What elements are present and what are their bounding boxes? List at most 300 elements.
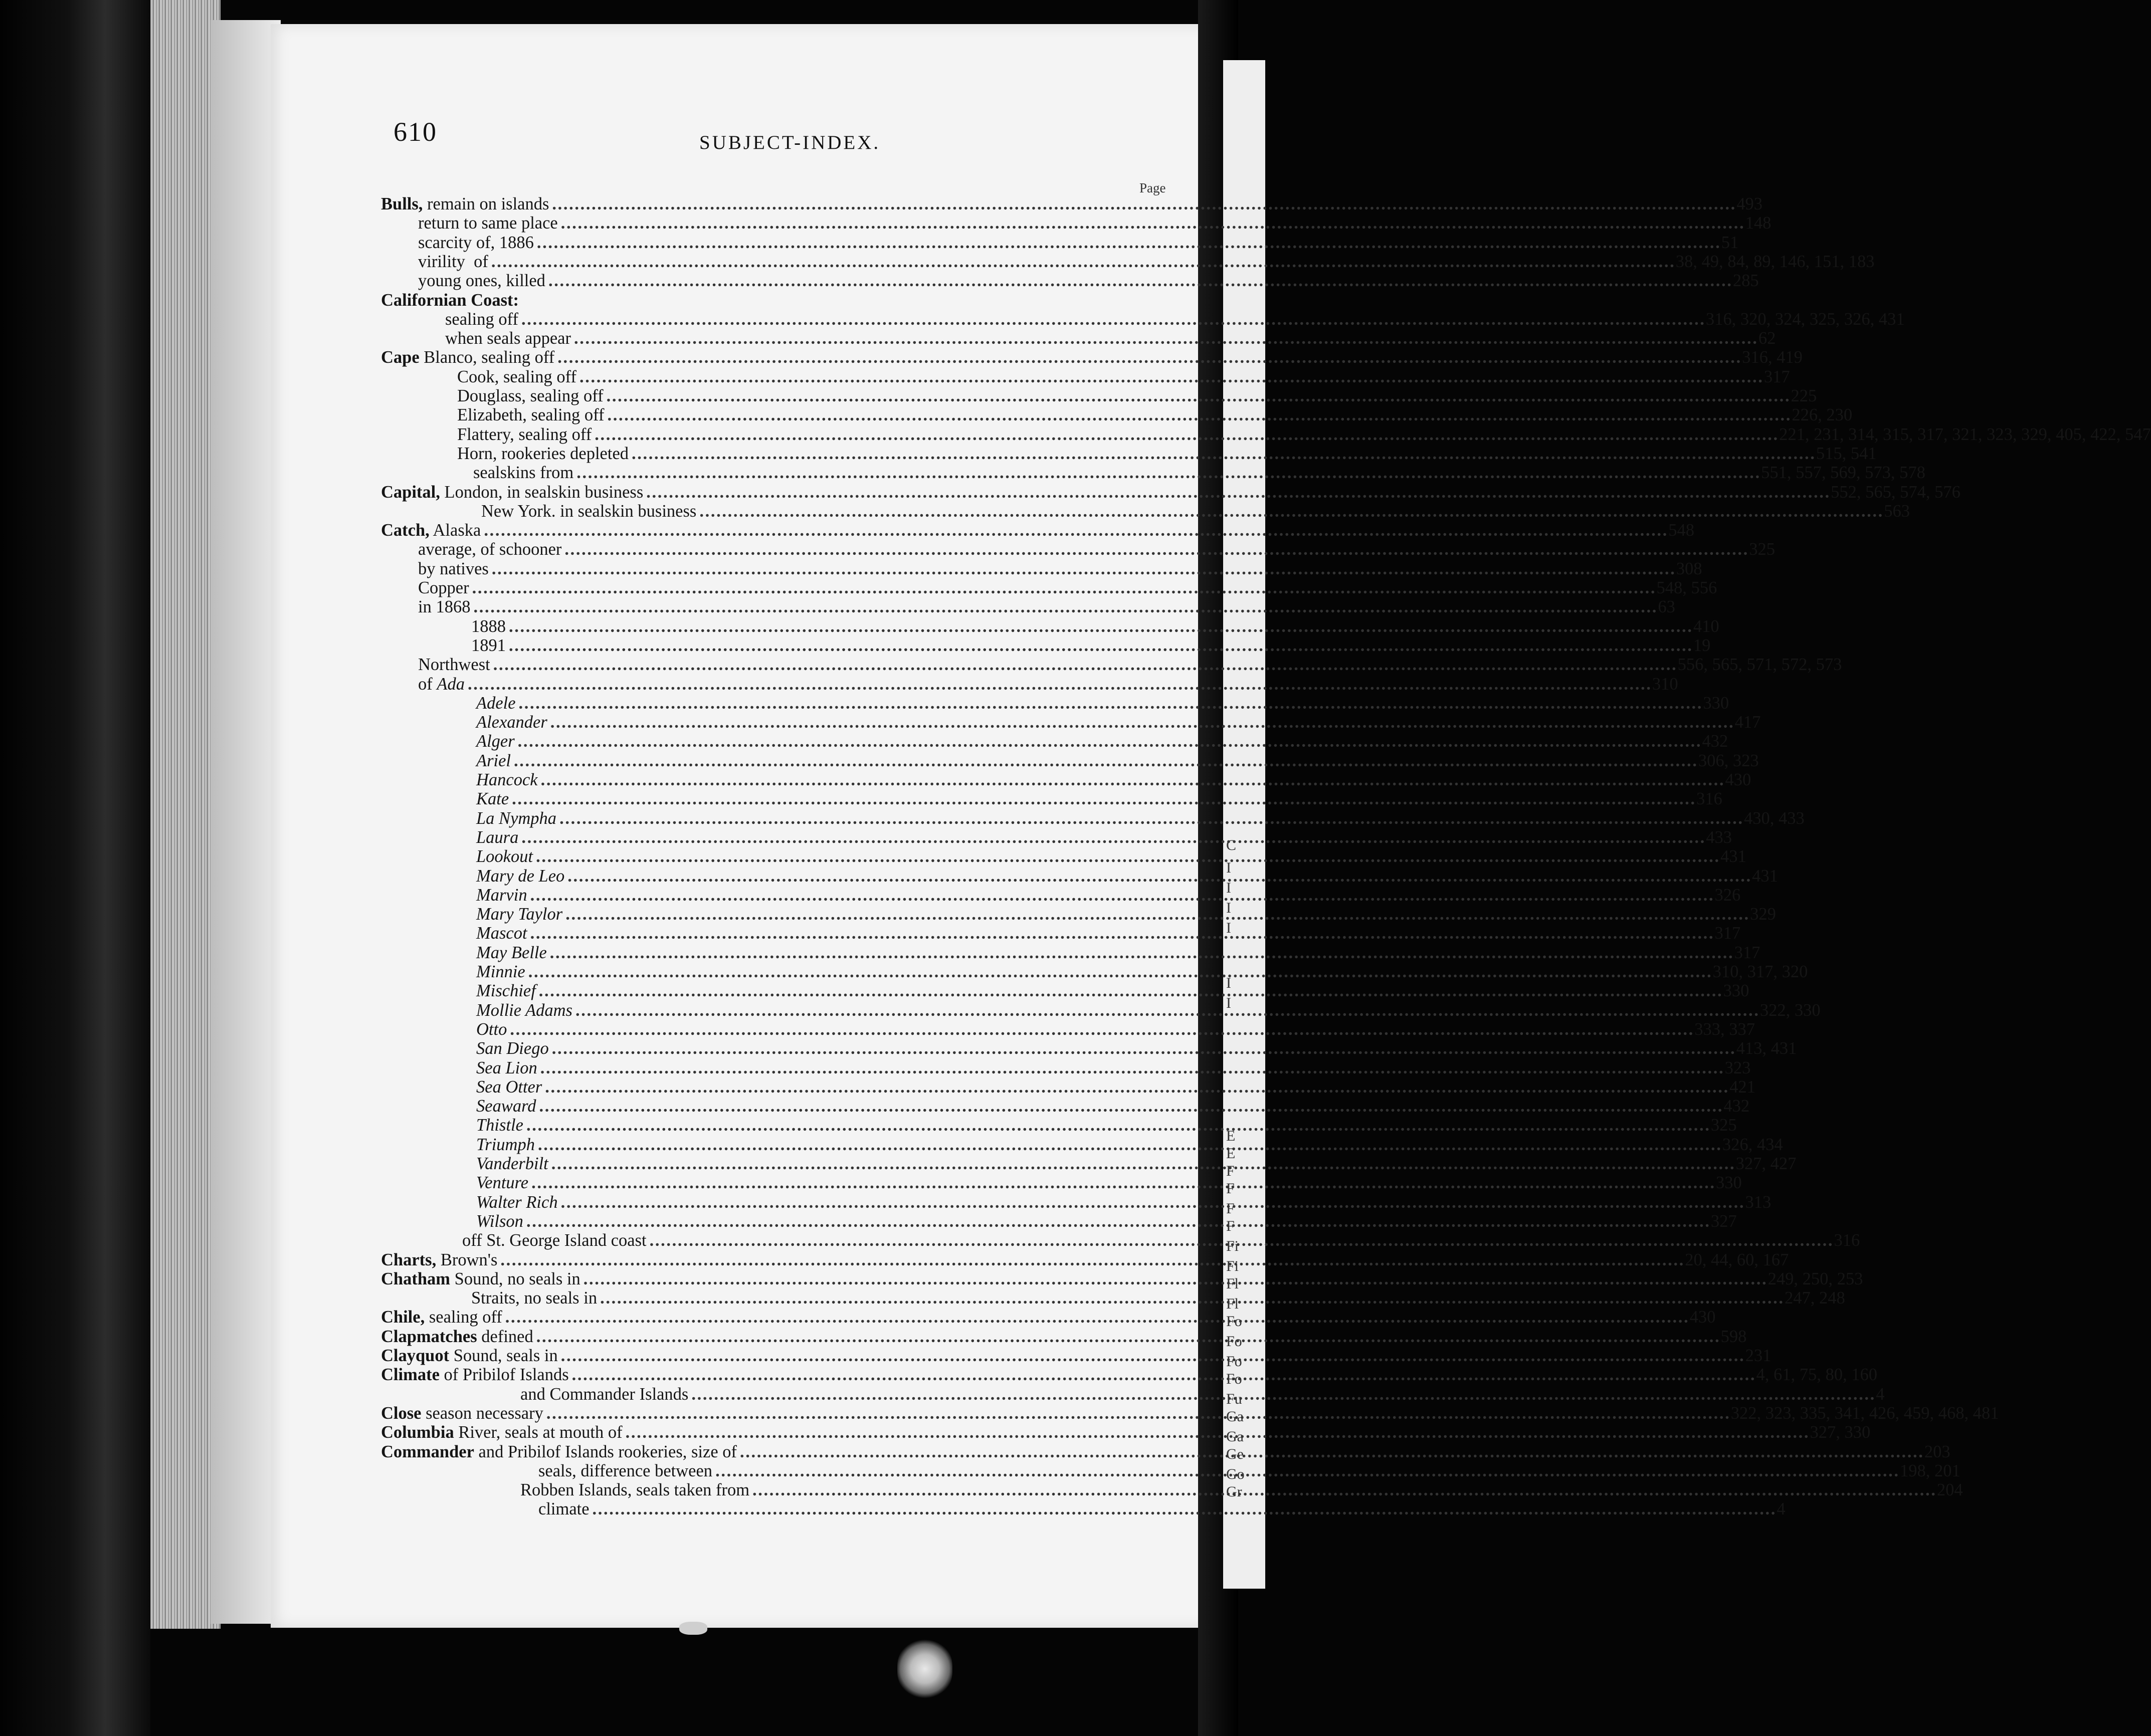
- entry-label: [476, 1020, 507, 1039]
- dot-leader: [572, 1365, 1753, 1384]
- page-references: 316: [1696, 789, 1722, 809]
- dot-leader: [540, 1058, 1722, 1077]
- facing-page-letter: F: [1226, 1180, 1235, 1197]
- entry-label: [476, 1097, 536, 1116]
- page-references: 330: [1723, 981, 1749, 1001]
- entry-label: [381, 1308, 502, 1327]
- page-references: 316, 419: [1742, 348, 1803, 367]
- dot-leader: [632, 444, 1813, 463]
- page-references: 431: [1752, 866, 1778, 886]
- entry-label: [476, 981, 536, 1000]
- entry-label: [418, 540, 561, 559]
- vessel-name: Sea Lion: [476, 1058, 537, 1077]
- dot-leader: [500, 1250, 1682, 1269]
- vessel-name: Mollie Adams: [476, 1000, 572, 1020]
- index-entry: [381, 1077, 1755, 1097]
- dot-leader: [600, 1288, 1782, 1308]
- page-references: 327, 330: [1810, 1423, 1871, 1442]
- index-entry: [381, 1461, 1961, 1480]
- index-entry: [381, 386, 1817, 405]
- dot-leader: [691, 1385, 1873, 1404]
- vessel-name: Lookout: [476, 847, 533, 866]
- vessel-name: Wilson: [476, 1211, 523, 1231]
- dot-leader: [539, 981, 1720, 1000]
- dot-leader: [565, 905, 1747, 924]
- entry-text: Alaska: [433, 521, 481, 540]
- entry-label: [418, 213, 558, 233]
- entry-text: sealing off: [445, 309, 518, 329]
- page-references: 204: [1936, 1480, 1963, 1500]
- dot-leader: [579, 367, 1761, 386]
- vessel-name: Vanderbilt: [476, 1154, 548, 1173]
- book-spine-edge: [0, 0, 150, 1736]
- dot-leader: [752, 1480, 1934, 1499]
- index-entry: [381, 885, 1741, 905]
- page-references: 421: [1729, 1077, 1755, 1097]
- entry-text: Blanco, sealing off: [424, 348, 555, 367]
- page-references: 327, 427: [1735, 1154, 1797, 1173]
- page-references: 432: [1723, 1097, 1750, 1116]
- entry-text: Northwest: [418, 655, 490, 675]
- page-references: 4: [1876, 1384, 1885, 1404]
- dot-leader: [512, 789, 1693, 808]
- entry-text: New York. in sealskin business: [481, 501, 697, 521]
- facing-page-letter: Ge: [1226, 1446, 1244, 1462]
- index-entry: [381, 1480, 1963, 1500]
- page-references: 221, 231, 314, 315, 317, 321, 323, 329, 405, 422, 547: [1779, 424, 2151, 444]
- page-references: 430: [1725, 770, 1751, 789]
- entry-label: [418, 559, 489, 578]
- entry-label: [457, 405, 604, 424]
- dot-leader: [626, 1423, 1807, 1442]
- page-references: 326, 434: [1722, 1135, 1783, 1154]
- index-entry: [381, 405, 1853, 425]
- page-references: 19: [1693, 635, 1711, 655]
- dot-leader: [740, 1442, 1921, 1461]
- dot-leader: [574, 329, 1755, 348]
- vessel-name: May Belle: [476, 943, 547, 962]
- entry-label: [381, 291, 523, 310]
- page-references: 432: [1702, 732, 1728, 751]
- dot-leader: [518, 732, 1699, 751]
- vessel-name: Ada: [437, 674, 465, 694]
- page-references: 327: [1710, 1211, 1737, 1231]
- page-references: 20, 44, 60, 167: [1685, 1250, 1789, 1269]
- entry-label: [476, 943, 547, 962]
- index-entry: [381, 1116, 1737, 1135]
- dot-leader: [593, 1499, 1774, 1518]
- page-column-header: Page: [1139, 180, 1166, 195]
- page-references: 330: [1703, 693, 1729, 713]
- entry-text: off St. George Island coast: [462, 1231, 647, 1250]
- page-references: 226, 230: [1792, 405, 1853, 425]
- index-entry: [381, 194, 1763, 213]
- entry-label: [381, 1346, 558, 1365]
- page-references: 316, 320, 324, 325, 326, 431: [1705, 309, 1905, 329]
- facing-page-letter: F: [1226, 1200, 1235, 1217]
- entry-text: Horn, rookeries depleted: [457, 444, 629, 463]
- entry-label: [520, 1480, 749, 1499]
- page-references: 493: [1736, 194, 1763, 213]
- entry-text: seals, difference between: [538, 1461, 713, 1480]
- facing-page-letter: Fo: [1226, 1371, 1242, 1387]
- facing-page-letter: E: [1226, 1128, 1236, 1144]
- dot-leader: [699, 502, 1881, 521]
- entry-label: [476, 905, 562, 924]
- facing-page-letter: Fl: [1226, 1295, 1239, 1312]
- entry-text: return to same place: [418, 213, 558, 233]
- entry-text: when seals appear: [445, 329, 571, 348]
- page-references: 198, 201: [1899, 1461, 1961, 1480]
- dot-leader: [492, 559, 1673, 578]
- entry-text: season necessary: [426, 1403, 543, 1423]
- entry-label: [418, 655, 490, 674]
- page-references: 231: [1745, 1346, 1772, 1365]
- entry-text: 1891: [471, 635, 506, 655]
- facing-page-letter: I: [1226, 995, 1231, 1011]
- entry-label: [476, 770, 538, 789]
- dot-leader: [510, 1020, 1691, 1039]
- entry-label: [476, 789, 509, 808]
- entry-label: [381, 348, 554, 367]
- entry-heading: Californian Coast:: [381, 290, 519, 310]
- entry-heading: Chile,: [381, 1308, 425, 1327]
- dot-leader: [564, 540, 1746, 559]
- facing-page-letter: Fo: [1226, 1353, 1242, 1370]
- index-entry: [381, 1039, 1797, 1058]
- entry-text: sealskins from: [473, 463, 574, 483]
- index-entry: [381, 1019, 1755, 1039]
- page-references: 51: [1721, 233, 1739, 252]
- entry-label: [476, 1077, 542, 1097]
- page-references: 326: [1714, 885, 1741, 905]
- page-references: 433: [1706, 827, 1732, 847]
- entry-text: Sound, seals in: [453, 1346, 558, 1365]
- entry-label: [476, 694, 516, 713]
- entry-text: Flattery, sealing off: [457, 424, 592, 444]
- index-entry: [381, 1288, 1845, 1308]
- index-entry: [381, 1192, 1772, 1212]
- dot-leader: [536, 1327, 1718, 1346]
- index-entry: [381, 962, 1808, 981]
- page-references: 225: [1791, 386, 1817, 405]
- entry-text: young ones, killed: [418, 271, 545, 291]
- scan-blot: [679, 1622, 707, 1635]
- page-references: 285: [1732, 271, 1759, 291]
- page-references: 310: [1652, 674, 1678, 694]
- page-references: 316: [1834, 1231, 1860, 1250]
- page-references: 62: [1758, 329, 1776, 348]
- entry-text: climate: [538, 1499, 590, 1519]
- entry-text: remain on islands: [427, 194, 549, 213]
- entry-label: [418, 233, 534, 252]
- facing-page-letter: E: [1226, 1145, 1236, 1162]
- entry-label: [476, 1212, 523, 1231]
- index-entry: [381, 693, 1729, 713]
- entry-heading: Clapmatches: [381, 1327, 477, 1346]
- page-references: 431: [1720, 847, 1746, 866]
- entry-text: defined: [481, 1327, 533, 1346]
- index-entry: [381, 943, 1761, 962]
- page-references: 38, 49, 84, 89, 146, 151, 183: [1675, 252, 1875, 271]
- vessel-name: Marvin: [476, 885, 527, 905]
- vessel-name: Otto: [476, 1019, 507, 1039]
- dot-leader: [530, 886, 1712, 905]
- dot-leader: [531, 1173, 1713, 1192]
- page-references: 598: [1720, 1327, 1747, 1346]
- entry-text: Elizabeth, sealing off: [457, 405, 605, 425]
- page-references: 313: [1745, 1192, 1772, 1212]
- entry-label: [476, 886, 527, 905]
- index-entry: [381, 559, 1702, 578]
- dot-leader: [551, 1154, 1733, 1173]
- page-references: 417: [1734, 713, 1761, 732]
- page-references: 329: [1750, 905, 1776, 924]
- dot-leader: [536, 847, 1717, 866]
- facing-page-letter: C: [1226, 837, 1237, 853]
- vessel-name: Sea Otter: [476, 1077, 542, 1097]
- entry-label: [462, 1231, 647, 1250]
- entry-label: [476, 1173, 528, 1192]
- page-references: 552, 565, 574, 576: [1831, 482, 1961, 502]
- facing-page-letter: Gr: [1226, 1483, 1242, 1500]
- entry-label: [476, 847, 533, 866]
- page-references: 317: [1734, 943, 1761, 962]
- index-entry: [381, 540, 1776, 559]
- entry-text: and Commander Islands: [520, 1384, 689, 1404]
- vessel-name: Alger: [476, 732, 515, 751]
- page-references: 430: [1689, 1308, 1716, 1327]
- vessel-name: Laura: [476, 827, 519, 847]
- dot-leader: [567, 866, 1749, 886]
- entry-label: [381, 521, 481, 540]
- entry-heading: Cape: [381, 348, 420, 367]
- dot-leader: [583, 1269, 1765, 1288]
- entry-label: [445, 329, 571, 348]
- entry-label: [457, 444, 629, 463]
- dot-leader: [559, 809, 1741, 828]
- page-references: 4: [1777, 1499, 1786, 1519]
- entry-label: [476, 1116, 523, 1135]
- entry-label: [457, 386, 604, 405]
- dot-leader: [526, 1116, 1708, 1135]
- facing-page-letter: I: [1226, 880, 1231, 896]
- entry-heading: Clayquot: [381, 1346, 450, 1365]
- entry-text: 1888: [471, 616, 506, 636]
- page-references: 306, 323: [1698, 751, 1759, 770]
- dot-leader: [715, 1461, 1897, 1480]
- entry-label: [476, 866, 564, 886]
- dot-leader: [557, 348, 1739, 367]
- vessel-name: Mary Taylor: [476, 905, 563, 924]
- entry-label: [476, 1154, 548, 1173]
- index-entry: [381, 789, 1722, 809]
- index-entry: [381, 597, 1675, 617]
- page-references: 325: [1710, 1116, 1737, 1135]
- facing-page-letter: Ga: [1226, 1408, 1244, 1425]
- facing-page-letter: Fo: [1226, 1333, 1242, 1350]
- entry-text: average, of schooner: [418, 540, 562, 559]
- page-references: 308: [1676, 559, 1702, 578]
- index-entry: [381, 1231, 1860, 1250]
- page-stack-edges: [150, 0, 221, 1629]
- entry-label: [418, 675, 465, 694]
- page-references: 333, 337: [1694, 1019, 1755, 1039]
- dot-leader: [575, 1001, 1757, 1020]
- entry-label: [476, 713, 547, 732]
- index-entry: [381, 713, 1761, 732]
- dot-leader: [530, 924, 1712, 943]
- entry-label: [481, 502, 696, 521]
- entry-text: of Pribilof Islands: [444, 1365, 569, 1385]
- entry-label: [471, 617, 506, 636]
- entry-label: [476, 1193, 558, 1212]
- index-entry: [381, 1058, 1751, 1077]
- facing-page-letter: Ga: [1226, 1428, 1244, 1445]
- page-number: 610: [394, 117, 437, 147]
- entry-label: [476, 1135, 535, 1154]
- entry-text: Cook, sealing off: [457, 367, 576, 386]
- dot-leader: [561, 213, 1742, 233]
- entry-text: in 1868: [418, 597, 471, 617]
- index-entry: [381, 808, 1805, 828]
- dot-leader: [484, 521, 1665, 540]
- facing-page-letter: I: [1226, 859, 1231, 876]
- vessel-name: Minnie: [476, 962, 525, 981]
- page-references: 323: [1724, 1058, 1751, 1077]
- index-entry: [381, 635, 1711, 655]
- page-references: 247, 248: [1784, 1288, 1845, 1308]
- dot-leader: [514, 751, 1695, 770]
- dot-leader: [650, 1231, 1831, 1250]
- facing-page-letter: F: [1226, 1163, 1235, 1179]
- dot-leader: [519, 694, 1700, 713]
- index-entry: [381, 655, 1842, 675]
- index-entry: [381, 463, 1925, 483]
- facing-page-letter: Fl: [1226, 1275, 1239, 1292]
- entry-heading: Chatham: [381, 1269, 451, 1288]
- page-references: 556, 565, 571, 572, 573: [1677, 655, 1842, 675]
- index-entry: [381, 444, 1877, 463]
- index-entry: [381, 1135, 1783, 1154]
- entry-text: Straits, no seals in: [471, 1288, 598, 1308]
- dot-leader: [526, 1212, 1708, 1231]
- index-entry: [381, 271, 1759, 291]
- entry-text: scarcity of, 1886: [418, 233, 534, 252]
- index-entry: [381, 578, 1717, 597]
- dot-leader: [505, 1308, 1687, 1327]
- entry-label: [476, 751, 511, 770]
- entry-heading: Close: [381, 1403, 422, 1423]
- vessel-name: Venture: [476, 1173, 529, 1193]
- entry-label: [476, 924, 527, 943]
- page-references: 317: [1764, 367, 1790, 386]
- vessel-name: Seaward: [476, 1097, 536, 1116]
- index-entry: [381, 367, 1790, 386]
- dot-leader: [607, 405, 1789, 424]
- entry-label: [538, 1461, 712, 1480]
- vessel-name: Mascot: [476, 924, 527, 943]
- dot-leader: [546, 1404, 1728, 1423]
- index-entry: [381, 866, 1778, 886]
- vessel-name: Thistle: [476, 1116, 523, 1135]
- entry-label: [381, 1423, 623, 1442]
- page-references: 322, 330: [1759, 1000, 1821, 1020]
- entry-text: sealing off: [429, 1308, 502, 1327]
- facing-page-letter: Fi: [1226, 1258, 1239, 1274]
- index-entry: [381, 1211, 1737, 1231]
- entry-text: London, in sealskin business: [444, 482, 644, 502]
- vessel-name: Alexander: [476, 713, 547, 732]
- entry-label: [476, 1058, 537, 1077]
- dot-leader: [473, 597, 1655, 616]
- dot-leader: [541, 770, 1722, 789]
- entry-label: [473, 463, 573, 482]
- dot-leader: [528, 962, 1710, 981]
- page-references: 515, 541: [1816, 444, 1877, 463]
- facing-page-letter: I: [1226, 975, 1231, 991]
- entry-text: Brown's: [440, 1250, 498, 1269]
- entry-heading: Climate: [381, 1365, 440, 1385]
- vessel-name: Adele: [476, 693, 516, 713]
- entry-label: [538, 1499, 590, 1518]
- dot-leader: [491, 252, 1673, 271]
- index-entry: [381, 329, 1776, 348]
- entry-text: of: [418, 674, 433, 694]
- scan-blot: [897, 1639, 952, 1699]
- facing-page-letter: Fu: [1226, 1391, 1242, 1407]
- dot-leader: [550, 943, 1731, 962]
- entry-label: [520, 1385, 688, 1404]
- entry-text: and Pribilof Islands rookeries, size of: [478, 1442, 737, 1461]
- page-references: 63: [1658, 597, 1675, 617]
- running-head: SUBJECT-INDEX.: [699, 132, 881, 153]
- index-entry: [381, 674, 1678, 694]
- entry-text: Copper: [418, 578, 469, 597]
- index-entry: [381, 905, 1776, 924]
- entry-label: [476, 1039, 549, 1058]
- dot-leader: [545, 1077, 1726, 1097]
- dot-leader: [646, 483, 1828, 502]
- entry-heading: Bulls,: [381, 194, 423, 213]
- page-references: 322, 323, 335, 341, 426, 459, 468, 481: [1730, 1403, 1999, 1423]
- page-references: 330: [1715, 1173, 1742, 1193]
- entry-label: [418, 271, 545, 290]
- entry-label: [381, 483, 643, 502]
- entry-label: [476, 962, 525, 981]
- dot-leader: [493, 655, 1675, 674]
- index-entry: [381, 981, 1749, 1001]
- facing-page-letter: Fo: [1226, 1313, 1242, 1330]
- index-entry: [381, 616, 1719, 636]
- dot-leader: [472, 578, 1654, 597]
- entry-label: [471, 1288, 597, 1308]
- dot-leader: [509, 636, 1690, 655]
- page-references: 148: [1745, 213, 1772, 233]
- page-references: 249, 250, 253: [1768, 1269, 1863, 1288]
- entry-label: [457, 367, 576, 386]
- dot-leader: [548, 271, 1730, 290]
- index-entry: [381, 1384, 1885, 1404]
- index-entry: [381, 847, 1746, 866]
- dot-leader: [509, 617, 1690, 636]
- index-entry: [381, 309, 1905, 329]
- page-references: 563: [1884, 501, 1910, 521]
- entry-heading: Capital,: [381, 482, 440, 502]
- entry-heading: Columbia: [381, 1423, 454, 1442]
- entry-label: [471, 636, 506, 655]
- vessel-name: Walter Rich: [476, 1192, 558, 1212]
